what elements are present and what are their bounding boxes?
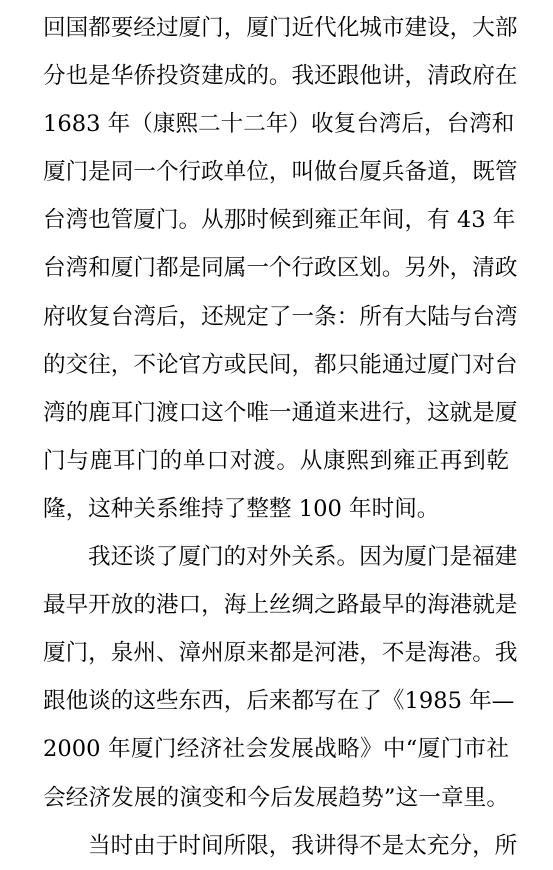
text-line: 厦门，泉州、漳州原来都是河港，不是海港。我	[43, 640, 518, 667]
text-line: 1683 年（康熙二十二年）收复台湾后，台湾和	[43, 111, 515, 138]
text-line: 会经济发展的演变和今后发展趋势”这一章里。	[43, 784, 509, 811]
text-line: 门与鹿耳门的单口对渡。从康熙到雍正再到乾	[43, 447, 509, 474]
text-line: 隆，这种关系维持了整整 100 年时间。	[43, 495, 440, 522]
text-line: 我还谈了厦门的对外关系。因为厦门是福建	[88, 544, 518, 571]
text-line: 台湾和厦门都是同属一个行政区划。另外，清政	[43, 255, 518, 282]
text-line: 跟他谈的这些东西，后来都写在了《1985 年—	[43, 688, 515, 715]
text-line: 当时由于时间所限，我讲得不是太充分，所	[88, 832, 518, 859]
text-line: 湾的鹿耳门渡口这个唯一通道来进行，这就是厦	[43, 399, 518, 426]
text-line: 府收复台湾后，还规定了一条：所有大陆与台湾	[43, 303, 518, 330]
body-text	[43, 4, 518, 870]
text-line: 最早开放的港口，海上丝绸之路最早的海港就是	[43, 592, 518, 619]
text-line: 分也是华侨投资建成的。我还跟他讲，清政府在	[43, 63, 518, 90]
text-line: 台湾也管厦门。从那时候到雍正年间，有 43 年	[43, 207, 516, 234]
text-line: 2000 年厦门经济社会发展战略》中“厦门市社	[43, 736, 509, 763]
text-line: 的交往，不论官方或民间，都只能通过厦门对台	[43, 351, 518, 378]
text-line: 厦门是同一个行政单位，叫做台厦兵备道，既管	[43, 159, 518, 186]
text-line: 回国都要经过厦门，厦门近代化城市建设，大部	[43, 15, 518, 41]
